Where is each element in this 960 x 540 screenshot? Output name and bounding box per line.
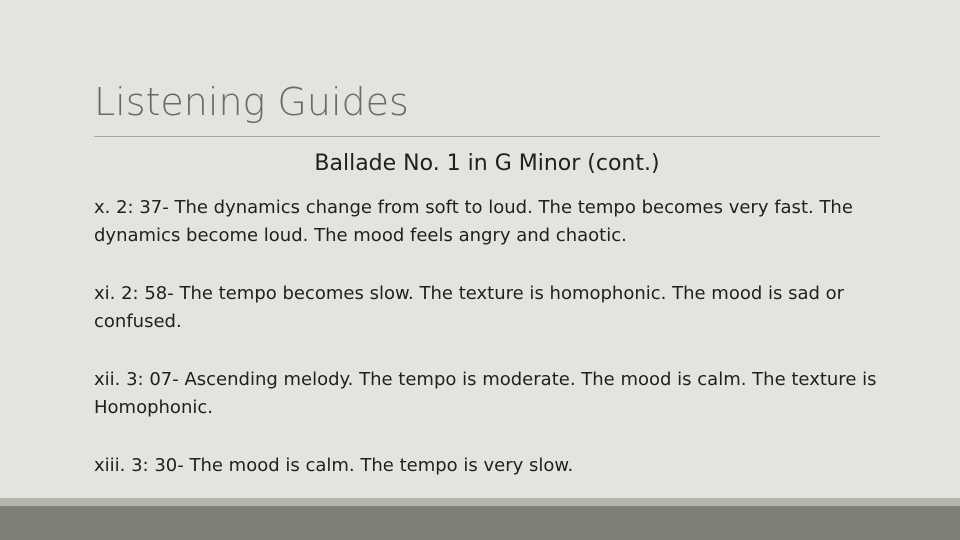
slide-subtitle: Ballade No. 1 in G Minor (cont.) <box>314 151 660 176</box>
list-item: xii. 3: 07- Ascending melody. The tempo is moderate. The mood is calm. The texture is Homophonic. <box>94 369 877 418</box>
list-item: xiii. 3: 30- The mood is calm. The tempo is very slow. <box>94 455 574 476</box>
footer-band <box>0 498 960 506</box>
list-item: x. 2: 37- The dynamics change from soft to loud. The tempo becomes very fast. The dynamics become loud. The mood feels angry and chaotic. <box>94 197 853 246</box>
footer-bar <box>0 506 960 540</box>
listening-guide-list <box>94 194 884 510</box>
slide-title: Listening Guides <box>94 80 409 124</box>
title-divider <box>94 136 880 137</box>
list-item: xi. 2: 58- The tempo becomes slow. The texture is homophonic. The mood is sad or confused. <box>94 283 845 332</box>
